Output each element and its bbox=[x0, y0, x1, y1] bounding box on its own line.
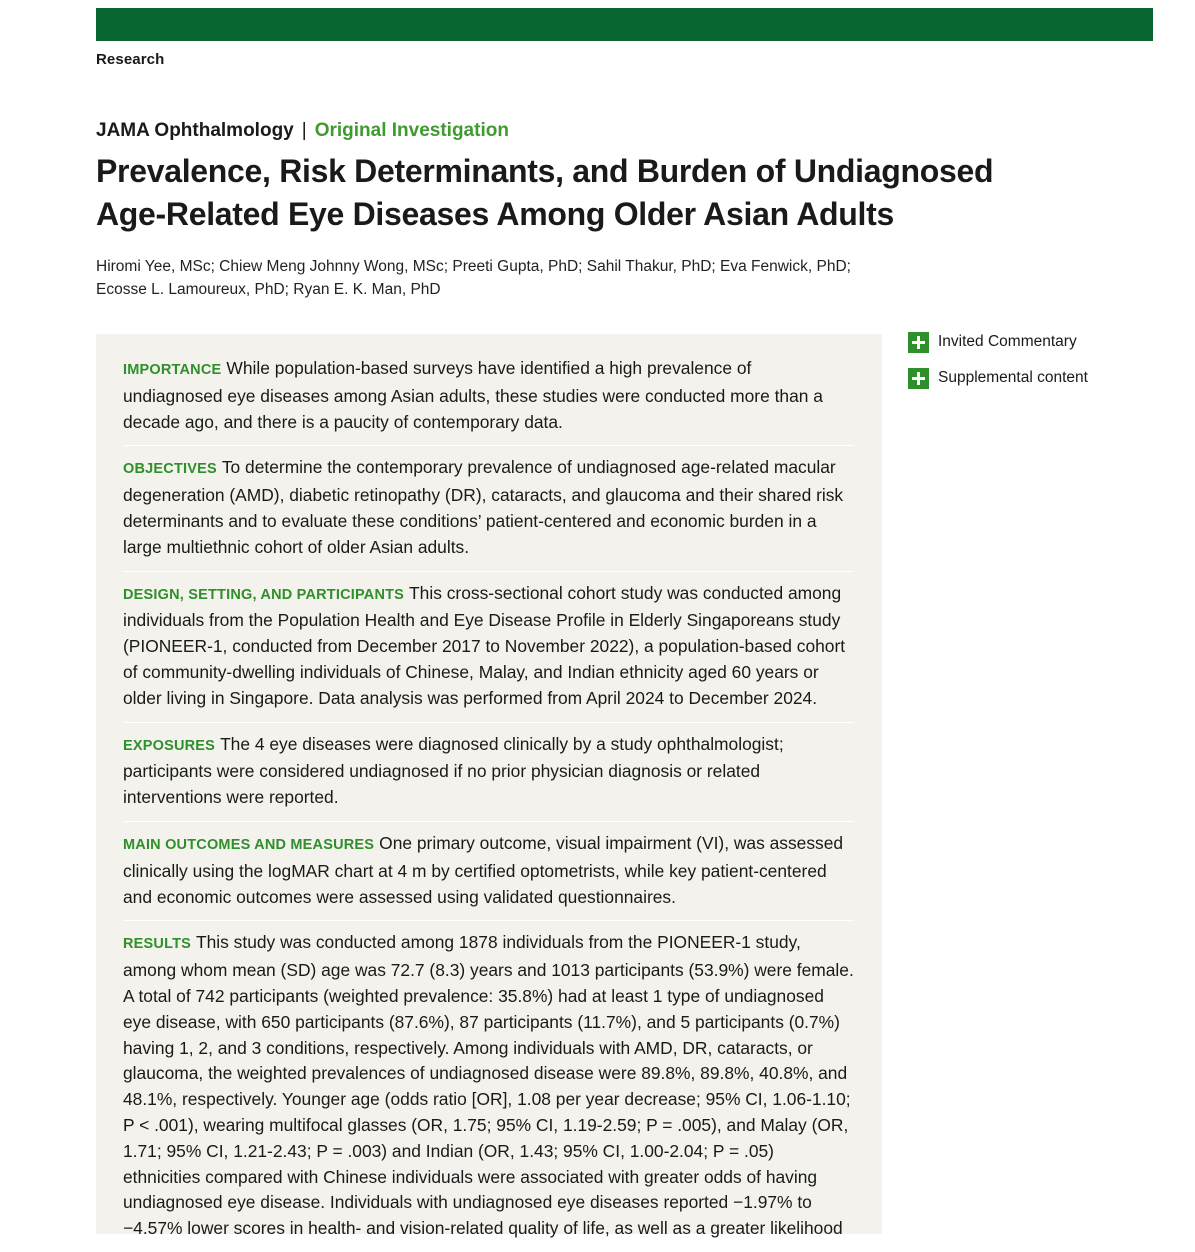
author-list: Hiromi Yee, MSc; Chiew Meng Johnny Wong, MSc; Preeti Gupta, PhD; Sahil Thakur, PhD; Eva Fenwick, PhD; Ecosse L. Lamoureux, PhD; Ryan E. K. Man, PhD bbox=[96, 258, 851, 298]
journal-brand-bar bbox=[96, 8, 1153, 41]
abstract-outcomes bbox=[123, 831, 854, 921]
abstract bbox=[96, 334, 882, 1239]
abstract-heading: DESIGN, SETTING, AND PARTICIPANTS bbox=[123, 586, 405, 603]
abstract-text: To determine the contemporary prevalence of undiagnosed age-related macular degeneration (AMD), diabetic retinopathy (DR), cataracts, and glaucoma and their shared risk determinants and to evaluate these conditions’ patient-centered and economic burden in a large multiethnic cohort of older Asian adults. bbox=[123, 457, 844, 557]
abstract-heading: MAIN OUTCOMES AND MEASURES bbox=[123, 836, 375, 853]
plus-icon bbox=[908, 368, 929, 389]
abstract-text: This cross-sectional cohort study was conducted among individuals from the Population Health and Eye Disease Profile in Elderly Singaporeans study (PIONEER-1, conducted from December 2017 to November 2022), a population-based cohort of community-dwelling individuals of Chinese, Malay, and Indian ethnicity aged 60 years or older living in Singapore. Data analysis was performed from April 2024 to December 2024. bbox=[123, 582, 846, 708]
abstract-text: The 4 eye diseases were diagnosed clinically by a study ophthalmologist; participants were considered undiagnosed if no prior physician diagnosis or related interventions were reported. bbox=[123, 733, 784, 808]
journal-name: JAMA Ophthalmology bbox=[96, 120, 294, 141]
abstract-heading: EXPOSURES bbox=[123, 737, 216, 754]
journal-line bbox=[96, 120, 509, 142]
abstract-exposures bbox=[123, 732, 854, 822]
supplemental-content-link[interactable] bbox=[908, 366, 1148, 390]
abstract-heading: RESULTS bbox=[123, 936, 191, 953]
supplemental-content-label: Supplemental content bbox=[938, 369, 1088, 386]
section-label: Research bbox=[96, 51, 165, 68]
journal-separator: | bbox=[301, 120, 307, 141]
abstract-heading: OBJECTIVES bbox=[123, 461, 217, 478]
abstract-text: One primary outcome, visual impairment (VI), was assessed clinically using the logMAR chart at 4 m by certified optometrists, while key patient-centered and economic outcomes were assessed using validated questionnaires. bbox=[123, 832, 844, 907]
related-content-sidebar bbox=[908, 330, 1148, 402]
plus-icon bbox=[908, 332, 929, 353]
invited-commentary-label: Invited Commentary bbox=[938, 333, 1077, 350]
abstract-text: This study was conducted among 1878 individuals from the PIONEER-1 study, among whom mean (SD) age was 72.7 (8.3) years and 1013 participants (53.9%) were female. A total of 742 participants (weighted prevalence: 35.8%) had at least 1 type of undiagnosed eye disease, with 650 participants (87.6%), 87 participants (11.7%), and 5 participants (0.7%) having 1, 2, and 3 conditions, respectively. Among individuals with AMD, DR, cataracts, or glaucoma, the weighted prevalences of undiagnosed disease were 89.8%, 89.8%, 40.8%, and 48.1%, respectively. Younger age (odds ratio [OR], 1.08 per year decrease; 95% CI, 1.06-1.10; P < .001), wearing multifocal glasses (OR, 1.75; 95% CI, 1.19-2.59; P = .005), and Malay (OR, 1.71; 95% CI, 1.21-2.43; P = .003) and Indian (OR, 1.43; 95% CI, 1.00-2.04; P = .05) ethnicities compared with Chinese individuals were associated with greater odds of having undiagnosed eye disease. Individuals with undiagnosed eye diseases reported −1.97% to −4.57% lower scores in health- and vision-related quality of life, as well as a greater likelihood bbox=[123, 932, 854, 1239]
abstract-objectives bbox=[123, 455, 854, 571]
abstract-heading: IMPORTANCE bbox=[123, 362, 222, 378]
abstract-importance bbox=[123, 356, 854, 446]
invited-commentary-link[interactable] bbox=[908, 330, 1148, 354]
article-type: Original Investigation bbox=[314, 120, 509, 141]
abstract-text: While population-based surveys have identified a high prevalence of undiagnosed eye diseases among Asian adults, these studies were conducted more than a decade ago, and there is a paucity of contemporary data. bbox=[123, 358, 823, 432]
article-title: Prevalence, Risk Determinants, and Burden of Undiagnosed Age-Related Eye Diseases Among Older Asian Adults bbox=[96, 153, 994, 232]
abstract-design bbox=[123, 581, 854, 723]
abstract-results bbox=[123, 930, 854, 1252]
